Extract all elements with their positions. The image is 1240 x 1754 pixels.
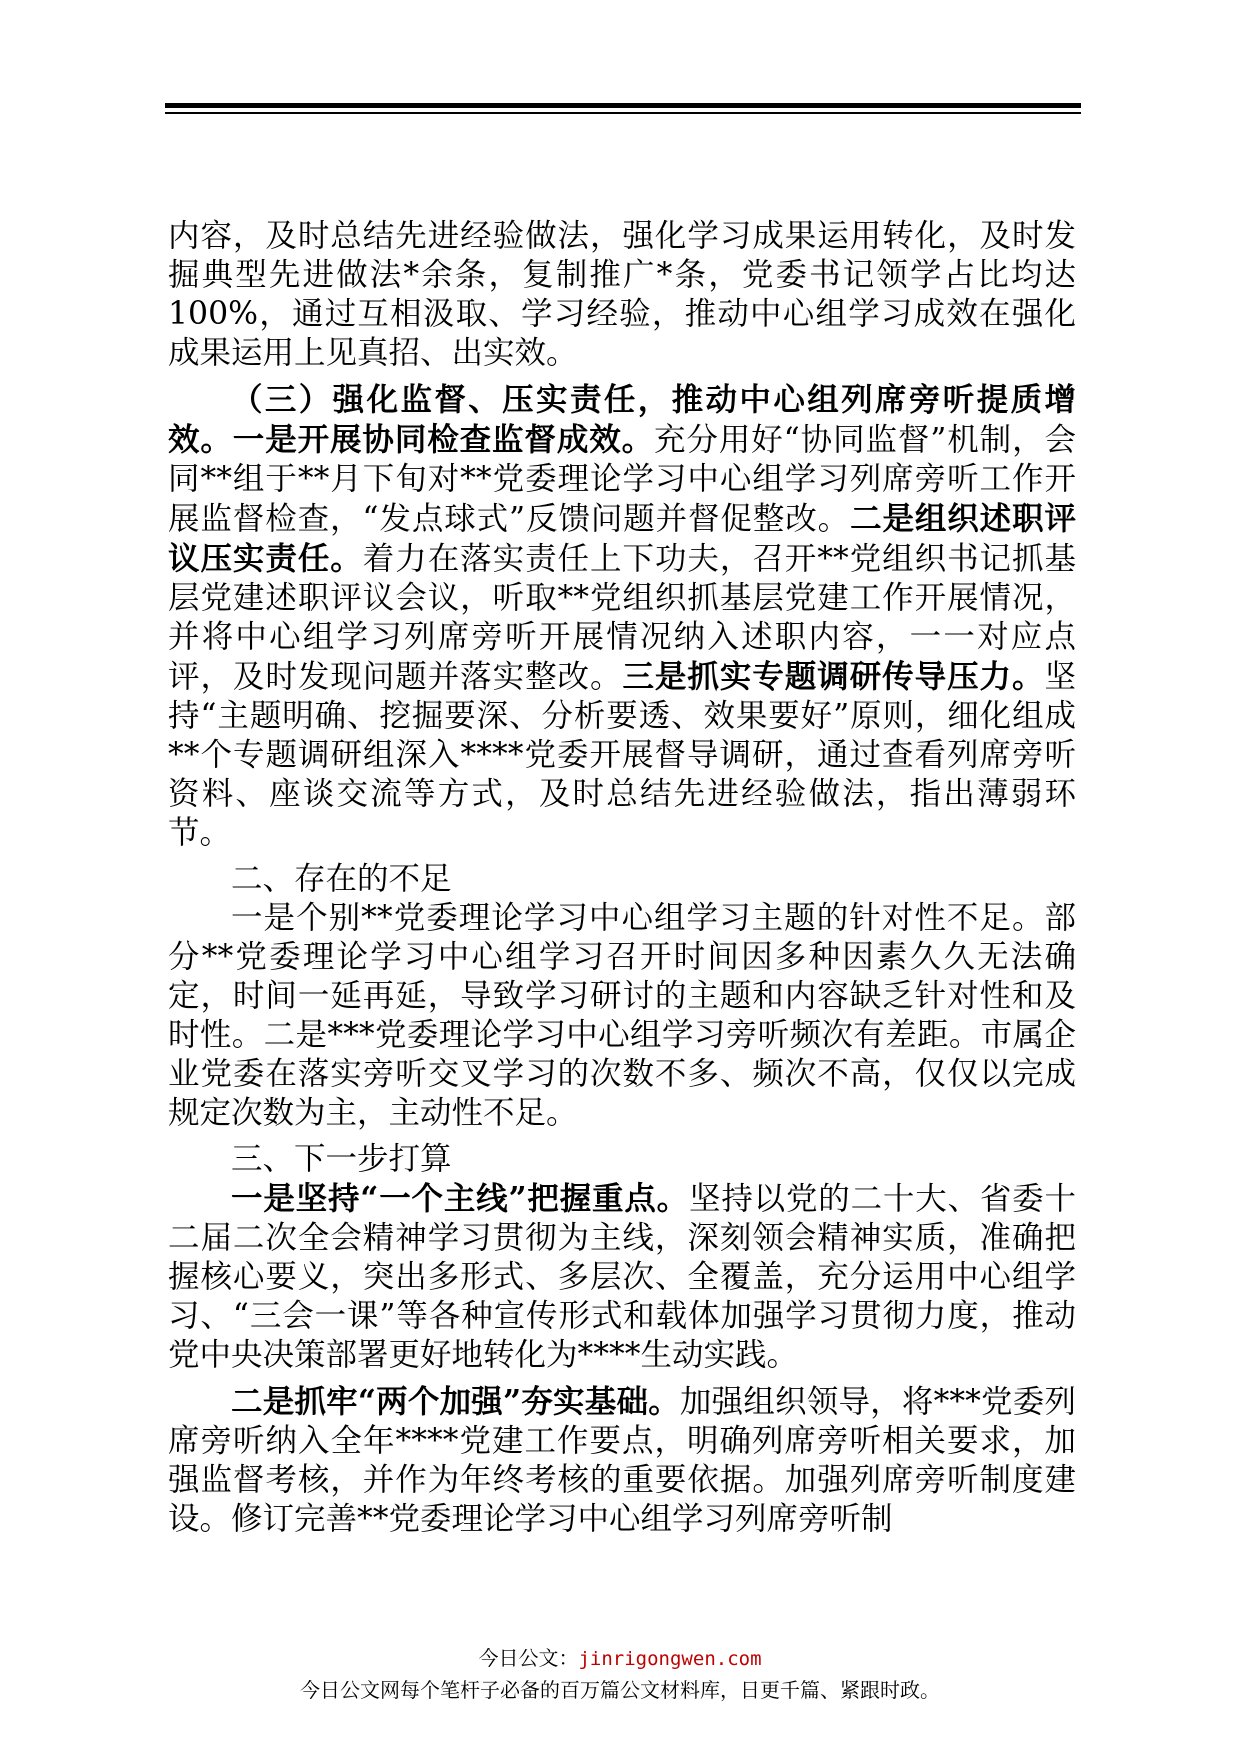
paragraph-text: 着力在落实责任上下功夫，召开**党组织书记抓基层党建述职评议会议，听取**党组织抓基层党建工作开展情况，并将中心组学习列席旁听开展情况纳入述职内容，一一对应点评，及时发现问题并落实整改。 xyxy=(168,541,1076,695)
paragraph-shortcomings: 一是个别**党委理论学习中心组学习主题的针对性不足。部分**党委理论学习中心组学习召开时间因多种因素久久无法确定，时间一延再延，导致学习研讨的主题和内容缺乏针对性和及时性。二是***党委理论学习中心组学习旁听频次有差距。市属企业党委在落实旁听交叉学习的次数不多、频次不高，仅仅以完成规定次数为主，主动性不足。 xyxy=(168,900,1076,1131)
bold-lead: 二是组织述职评议压实责任。 xyxy=(168,500,1076,577)
paragraph-text: 充分用好“协同监督”机制，会同**组于**月下旬对**党委理论学习中心组学习列席旁听工作开展监督检查，“发点球式”反馈问题并督促整改。 xyxy=(168,422,1076,537)
footer-site-label: 今日公文： xyxy=(478,1646,579,1670)
bold-lead: （三）强化监督、压实责任，推动中心组列席旁听提质增效。一是开展协同检查监督成效。 xyxy=(168,381,1076,458)
paragraph-supervision xyxy=(168,380,1076,853)
paragraph-main-line xyxy=(168,1179,1076,1375)
header-rule-thick xyxy=(165,103,1081,108)
section-heading-next-steps: 三、下一步打算 xyxy=(231,1141,452,1177)
document-body xyxy=(168,217,1076,1539)
footer-site-link[interactable]: jinrigongwen.com xyxy=(578,1648,762,1670)
footer-slogan: 今日公文网每个笔杆子必备的百万篇公文材料库，日更千篇、紧跟时政。 xyxy=(300,1678,940,1702)
paragraph-continuation: 内容，及时总结先进经验做法，强化学习成果运用转化，及时发掘典型先进做法*余条，复制推广*条，党委书记领学占比均达100%，通过互相汲取、学习经验，推动中心组学习成效在强化成果运用上见真招、出实效。 xyxy=(168,218,1076,371)
section-heading-shortcomings: 二、存在的不足 xyxy=(231,861,452,897)
paragraph-text: 加强组织领导，将***党委列席旁听纳入全年****党建工作要点，明确列席旁听相关要求，加强监督考核，并作为年终考核的重要依据。加强列席旁听制度建设。修订完善**党委理论学习中心组学习列席旁听制 xyxy=(168,1384,1076,1537)
paragraph-two-strengthen xyxy=(168,1382,1076,1539)
header-rule-thin xyxy=(165,112,1081,114)
footer-site-line xyxy=(0,1645,1240,1672)
bold-lead: 三是抓实专题调研传导压力。 xyxy=(622,658,1045,695)
bold-lead: 二是抓牢“两个加强”夯实基础。 xyxy=(231,1383,680,1420)
paragraph-text: 坚持以党的二十大、省委十二届二次全会精神学习贯彻为主线，深刻领会精神实质，准确把握核心要义，突出多形式、多层次、全覆盖，充分运用中心组学习、“三会一课”等各种宣传形式和载体加强学习贯彻力度，推动党中央决策部署更好地转化为****生动实践。 xyxy=(168,1181,1076,1373)
paragraph-text: 坚持“主题明确、挖掘要深、分析要透、效果要好”原则，细化组成**个专题调研组深入****党委开展督导调研，通过查看列席旁听资料、座谈交流等方式，及时总结先进经验做法，指出薄弱环节。 xyxy=(168,659,1076,851)
bold-lead: 一是坚持“一个主线”把握重点。 xyxy=(231,1180,689,1217)
